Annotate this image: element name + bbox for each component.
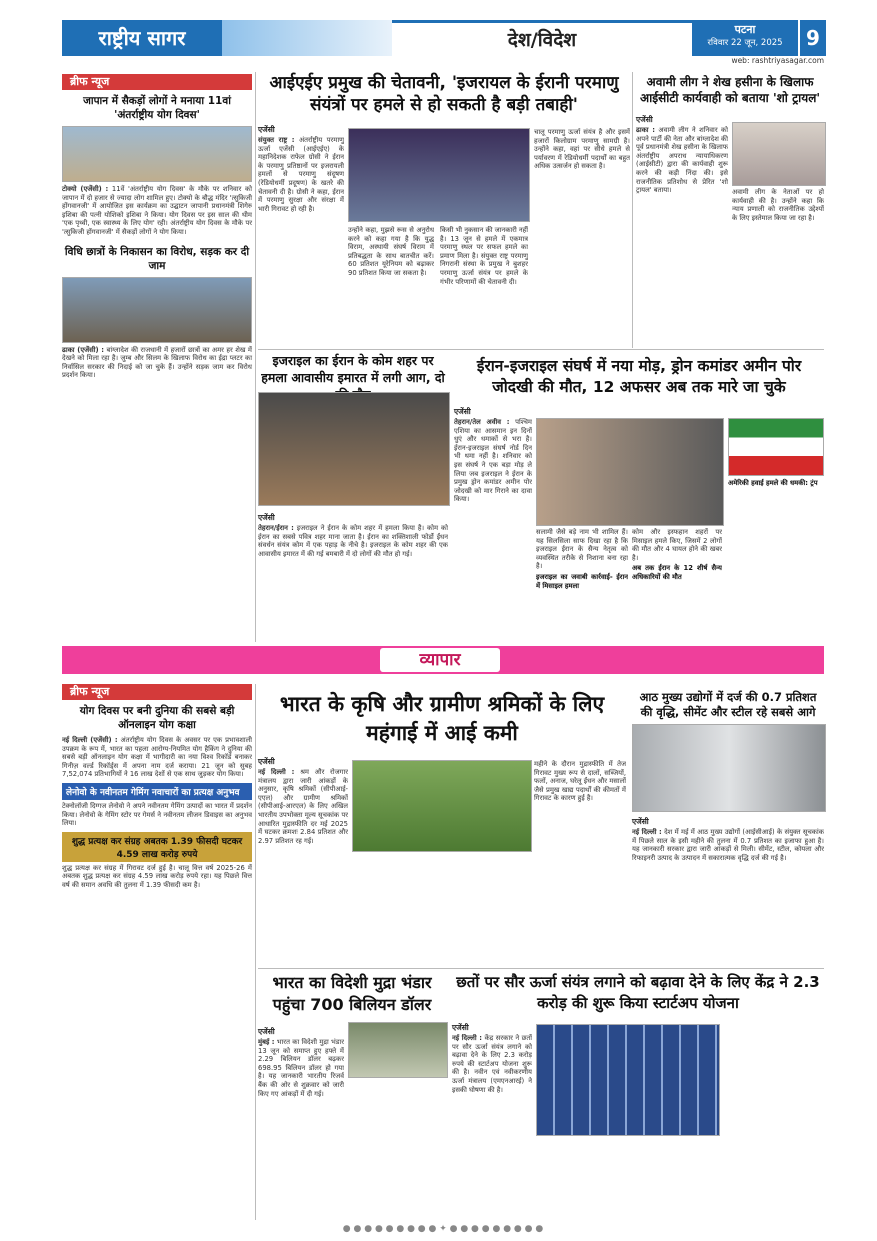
agency-label: एजेंसी (258, 757, 275, 766)
agency-label: एजेंसी (258, 125, 275, 134)
column-divider (255, 684, 256, 1220)
solar-story-body (452, 1034, 532, 1218)
edition-info (692, 20, 798, 56)
brief-news-bottom (62, 684, 252, 1220)
hasina-story-headline: अवामी लीग ने शेख हसीना के खिलाफ आईसीटी कार्यवाही को बताया 'शो ट्रायल' (639, 75, 821, 105)
story-body: देश में मई में आठ मुख्य उद्योगों (आईसीआई) के संयुक्त सूचकांक में पिछले साल के इसी महीने की तुलना में 0.7 प्रतिशत का इजाफा हुआ है। यह जानकारी सरकार द्वारा जारी आंकड़ों से मिली। सीमेंट, स्टील, कोयला और रिफाइनरी उत्पाद के उत्पादन में सकारात्मक वृद्धि दर्ज की गई है। (632, 828, 824, 862)
row-divider (258, 349, 824, 350)
story-body: सलामी जैसे बड़े नाम भी शामिल हैं। यह सिलसिला साफ दिखा रहा है कि इजराइल ईरान के सैन्य नेतृत्व को व्यवस्थित तरीके से निशाना बना रहा है। (536, 528, 628, 571)
agri-story-body2: महीने के दौरान मुद्रास्फीति में तेज गिरावट मुख्य रूप से दालों, सब्जियों, फलों, अनाज, घरेलू ईंधन और मसालों जैसे प्रमुख खाद्य पदार्थों की कीमतों में गिरावट के कारण हुई है। (534, 760, 626, 803)
story-body: श्रम और रोजगार मंत्रालय द्वारा जारी आंकड़ों के अनुसार, कृषि श्रमिकों (सीपीआई-एएल) और ग्रामीण श्रमिकों (सीपीआई-आरएल) के लिए अखिल भारतीय उपभोक्ता मूल्य सूचकांक पर आधारित मुद्रास्फीति दर मई 2025 में घटकर क्रमशः 2.84 प्रतिशत और 2.97 प्रतिशत रह गई। (258, 768, 348, 845)
page-number: 9 (798, 20, 826, 56)
currency-notes-photo (348, 1022, 448, 1078)
iran-story-col3 (632, 528, 722, 638)
qom-strike-photo (258, 392, 450, 506)
story-body: अवामी लीग ने शनिवार को अपने पार्टी की नेता और बांग्लादेश की पूर्व प्रधानमंत्री शेख हसीना के खिलाफ अंतर्राष्ट्रीय अपराध न्यायाधिकरण (आईसीटी) द्वारा की कार्यवाही शुरू करने की कड़ी निंदा की। इसे राजनीतिक प्रतिशोध से प्रेरित 'शो ट्रायल' बताया। (636, 126, 728, 195)
row-divider (258, 968, 824, 969)
story-body: बांग्लादेश की राजधानी में हजारों छात्रों का अमर हर शेख में देखने को मिला रहा है। जुम्ब और सिलम के खिलाफ विरोध का ईद्रा प्लटर का निर्वासिल सरकार की निदाई को जा चुके हैं। उन्होंने सड़क जाम कर विरोध प्रदर्शन किया। (62, 345, 252, 380)
qom-story-headline: इजराइल का ईरान के कोम शहर पर हमला आवासीय इमारत में लगी आग, दो (261, 353, 445, 385)
iran-story-headline: ईरान-इजराइल संघर्ष में नया मोड़, ड्रोन कमांडर अमीन पोर जोदखी की मौत, 12 अफसर अब तक मारे जा चुके (476, 357, 802, 396)
iran-story-col2 (536, 528, 628, 638)
agri-story-body (258, 768, 348, 964)
story-body: अंतर्राष्ट्रीय परमाणु ऊर्जा एजेंसी (आईएईए) के महानिदेशक राफेल ग्रोसी ने ईरान के परमाणु प्रतिष्ठानों पर इजरायली हमलों से परमाणु संदूषण (रेडियोधर्मी प्रदूषण) के खतरे की चेतावनी दी है। ग्रोसी ने कहा, ईरान में परमाणु सुरक्षा और संरक्षा में भारी गिरावट हो रही है। (258, 136, 344, 213)
dateline: नई दिल्ली : (452, 1034, 482, 1042)
newspaper-brand: राष्ट्रीय सागर (62, 20, 222, 56)
column-divider (632, 72, 633, 348)
footer-ornament-icon: ● ● ● ● ● ● ● ● ● ✦ ● ● ● ● ● ● ● ● ● (342, 1224, 544, 1234)
masthead-decoration (222, 20, 392, 56)
story-body: भारत का विदेशी मुद्रा भंडार 13 जून को समाप्त हुए हफ्ते में 2.29 बिलियन डॉलर बढ़कर 698.95 बिलियन डॉलर हो गया है। यह जानकारी भारतीय रिजर्व बैंक की ओर से शुक्रवार को जारी किए गए आंकड़ों में दी गई। (258, 1038, 344, 1098)
story-headline: शुद्ध प्रत्यक्ष कर संग्रह अबतक 1.39 फीसदी घटकर 4.59 लाख करोड़ रुपये (62, 832, 252, 862)
iran-story-body (454, 418, 532, 638)
story-headline: लेनोवो के नवीनतम गेमिंग नवाचारों का प्रत्यक्ष अनुभव (62, 783, 252, 800)
story-body: इजराइल ने ईरान के कोम शहर में हमला किया है। कोम को ईरान का सबसे पवित्र शहर माना जाता है। ईरान का शक्तिशाली फोर्डो ईंधन संवर्धन संयंत्र कोम में एक पहाड़ के नीचे है। इजराइल के कोम शहर की एक आवासीय इमारत में की गई बमबारी में दो लोगों की मौत हो गई। (258, 524, 448, 558)
farm-workers-photo (352, 760, 532, 852)
dateline: तेहरान/ईरान : (258, 524, 294, 532)
story-body: अंतर्राष्ट्रीय योग दिवस के अवसर पर एक प्रभावशाली उपक्रम के रूप में, भारत का पहला आरोग्य-नियमित योग हैकिंग ने दुनिया की सबसे बड़ी ऑनलाइन योग कक्षा में भागीदारी का नया विश्व रिकॉर्ड बनाकर गिनीज़ वर्ल्ड रिकॉर्ड्स में अपना नाम दर्ज कराया। 21 जून को सुबह 7,52,074 प्रतिभागियों ने 16 लाख देशों से एक साथ जुड़कर योग किया। (62, 736, 252, 779)
column-divider (255, 72, 256, 642)
industry-story-headline: आठ मुख्य उद्योगों में दर्ज की 0.7 प्रतिशत की वृद्धि, सीमेंट और स्टील रहे सबसे आगे (639, 690, 817, 719)
subheading: इजराइल का जवाबी कार्रवाई- ईरान में मिसाइल हमला (536, 572, 628, 590)
story-body: पश्चिम एशिया का आसमान इन दिनों धुएं और धमाकों से भरा है। ईरान-इजराइल संघर्ष नोर्ड दिन भी थमा नहीं है। शनिवार को इस संघर्ष ने एक बड़ा मोड़ ले लिया जब इजराइल ने ईरान के प्रमुख ड्रोन कमांडर अमीन पोर जोदखी को मार गिराने का दावा किया। (454, 418, 532, 504)
leaders-photo (536, 418, 724, 526)
story-body: केंद्र सरकार ने छतों पर सौर ऊर्जा संयंत्र लगाने को बढ़ावा देने के लिए 2.3 करोड़ रुपये की स्टार्टअप योजना शुरू की है। नवीन एवं नवीकरणीय ऊर्जा मंत्रालय (एमएनआरई) ने इसकी घोषणा की है। (452, 1034, 532, 1094)
steel-rolls-photo (632, 724, 826, 812)
dateline: टोक्यो (एजेंसी) : (62, 185, 109, 193)
agency-label: एजेंसी (632, 817, 649, 826)
hasina-photo (732, 122, 826, 186)
edition-date: रविवार 22 जून, 2025 (707, 38, 783, 48)
dateline: मुंबई : (258, 1038, 275, 1046)
agency-label: एजेंसी (258, 513, 275, 522)
story-headline: विधि छात्रों के निकासन का विरोध, सड़क कर दी जाम (64, 245, 250, 272)
dateline: ढाका (एजेंसी) : (62, 345, 104, 354)
story-body: कोम और इस्फहान शहरों पर मिसाइल हमले किए, जिसमें 2 लोगों की मौत और 4 घायल होने की खबर है। (632, 528, 722, 562)
iran-flag-image (728, 418, 824, 476)
iran-story-col4 (728, 418, 824, 638)
subheading: अब तक ईरान के 12 शीर्ष सैन्य अधिकारियों की मौत (632, 564, 722, 581)
forex-story-headline: भारत का विदेशी मुद्रा भंडार पहुंचा 700 बिलियन डॉलर (272, 973, 432, 1014)
industry-story-body (632, 828, 824, 964)
brief-label: ब्रीफ न्यूज (62, 74, 252, 90)
dateline: नई दिल्ली : (258, 768, 295, 776)
story-body: टेक्नोलॉजी दिग्गज लेनोवो ने अपने नवीनतम गेमिंग उत्पादों का भारत में प्रदर्शन किया। लेनोवो के गेमिंग स्टोर पर गेमर्स ने नवीनतम लीजन डिवाइस का अनुभव लिया। (62, 801, 252, 828)
agency-label: एजेंसी (454, 407, 471, 416)
agency-label: एजेंसी (452, 1023, 469, 1032)
story-body: शुद्ध प्रत्यक्ष कर संग्रह में गिरावट दर्ज हुई है। चालू वित्त वर्ष 2025-26 में अबतक शुद्ध प्रत्यक्ष कर संग्रह 4.59 लाख करोड़ रुपये रहा। यह पिछले वित्त वर्ष की समान अवधि की तुलना में 1.39 फीसदी कम है। (62, 863, 252, 889)
brief-news-top (62, 74, 252, 640)
dateline: संयुक्त राष्ट्र : (258, 136, 295, 144)
solar-panels-photo (536, 1024, 720, 1136)
top-story-col2: उन्होंने कहा, मुझसे रूस से अनुरोध करने को कहा गया है कि युद्ध विराम, अस्थायी संघर्ष विराम में प्रतिबद्धता के साथ बातचीत करें। 60 प्रतिशत यूरेनियम को बढ़ाकर 90 प्रतिशत किया जा सकता है। (348, 226, 434, 277)
qom-story-body (258, 524, 448, 638)
agri-story-headline: भारत के कृषि और ग्रामीण श्रमिकों के लिए महंगाई में आई कमी (279, 692, 605, 745)
dateline: नई दिल्ली (एजेंसी) : (62, 736, 118, 744)
solar-story-headline: छतों पर सौर ऊर्जा संयंत्र लगाने को बढ़ावा देने के लिए केंद्र ने 2.3 करोड़ की शुरू किया स्टार्टअप योजना (456, 973, 820, 1012)
yoga-photo (62, 126, 252, 182)
subheading: अमेरिकी हवाई हमले की धमकी: ट्रंप (728, 479, 818, 487)
website: web: rashtriyasagar.com (731, 56, 824, 65)
protest-photo (62, 277, 252, 343)
business-section-label: व्यापार (380, 648, 500, 672)
agency-label: एजेंसी (636, 115, 653, 124)
top-story-col4: चालू परमाणु ऊर्जा संयंत्र है और इसमें हजारों किलोग्राम परमाणु सामग्री है। उन्होंने कहा, वहां पर सीधे हमले से पर्यावरण में रेडियोधर्मी पदार्थों का बहुत अधिक उत्सर्जन हो सकता है। (534, 128, 630, 171)
dateline: नई दिल्ली : (632, 828, 662, 836)
edition-city: पटना (734, 23, 756, 36)
story-headline: जापान में सैकड़ों लोगों ने मनाया 11वां 'अंतर्राष्ट्रीय योग दिवस' (83, 95, 231, 121)
top-story-headline: आईएईए प्रमुख की चेतावनी, 'इजरायल के ईरानी परमाणु संयंत्रों पर हमले से हो सकती है बड़ी तबाही' (269, 73, 619, 115)
page-footer (62, 1222, 824, 1236)
section-title: देश/विदेश (392, 20, 692, 59)
forex-story-body (258, 1038, 344, 1218)
hasina-story-body (636, 126, 728, 346)
hasina-story-body2: अवामी लीग के नेताओं पर हो कार्यवाही की है। उन्होंने कहा कि न्याय प्रणाली को राजनीतिक उद्देश्यों के लिए इस्तेमाल किया जा रहा है। (732, 188, 824, 222)
dateline: तेहरान/तेल अवीव : (454, 418, 510, 426)
agency-label: एजेंसी (258, 1027, 275, 1036)
top-story-col3: किसी भी नुकसान की जानकारी नहीं है। 13 जून से हमले में एकमात्र परमाणु स्थल पर सफल हमले का प्रमाण मिला है। संयुक्त राष्ट्र परमाणु निगरानी संस्था के प्रमुख ने बुशहर परमाणु ऊर्जा संयंत्र पर हमले के गंभीर परिणामों की चेतावनी दी। (440, 226, 528, 286)
story-body: 11वें 'अंतर्राष्ट्रीय योग दिवस' के मौके पर शनिवार को जापान में दो हजार से ज्यादा लोग शामिल हुए। टोक्यो के बौद्ध मंदिर 'त्सुकिजी होंगवानजी' में आयोजित इस कार्यक्रम का उद्घाटन जापानी प्रधानमंत्री शिगेरु इशिबा की पत्नी योशिको इशिबा ने किया। योग दिवस पर इस साल की थीम 'एक पृथ्वी, एक स्वास्थ्य के लिए योग' रही। अंतर्राष्ट्रीय योग दिवस के मौके पर 'त्सुकिजी होंगवानजी' में सैकड़ों लोगों ने योग किया। (62, 185, 252, 236)
un-assembly-photo (348, 128, 530, 222)
top-story-col1 (258, 136, 344, 346)
brief-label: ब्रीफ न्यूज (62, 684, 252, 700)
dateline: ढाका : (636, 126, 655, 134)
story-headline: योग दिवस पर बनी दुनिया की सबसे बड़ी ऑनलाइन योग कक्षा (79, 705, 235, 731)
